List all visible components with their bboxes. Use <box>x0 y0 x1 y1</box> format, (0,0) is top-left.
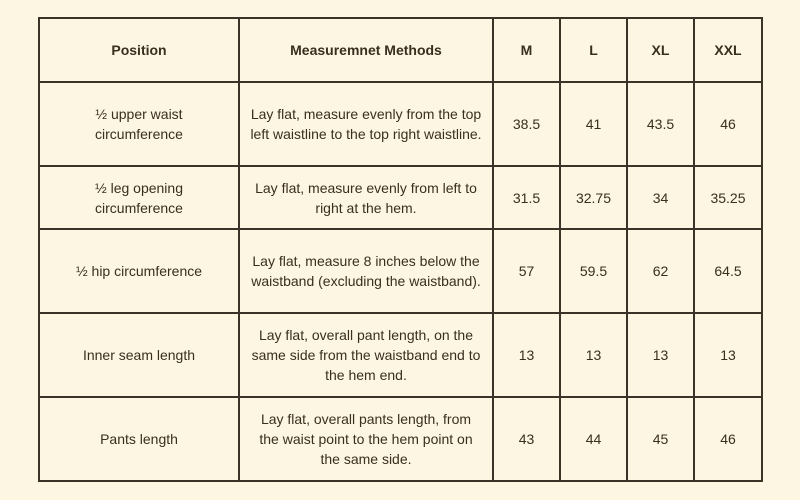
value-cell-xxl: 64.5 <box>694 229 762 313</box>
value-cell-xl: 13 <box>627 313 694 397</box>
position-cell: Pants length <box>39 397 239 481</box>
header-size-m: M <box>493 18 560 82</box>
header-method: Measuremnet Methods <box>239 18 493 82</box>
method-cell: Lay flat, measure evenly from left to right at the hem. <box>239 166 493 230</box>
value-cell-m: 31.5 <box>493 166 560 230</box>
value-cell-xl: 34 <box>627 166 694 230</box>
value-cell-m: 38.5 <box>493 82 560 166</box>
value-cell-xxl: 46 <box>694 397 762 481</box>
value-cell-l: 44 <box>560 397 627 481</box>
header-size-l: L <box>560 18 627 82</box>
method-cell: Lay flat, measure 8 inches below the waistband (excluding the waistband). <box>239 229 493 313</box>
value-cell-l: 41 <box>560 82 627 166</box>
table-row <box>39 397 762 481</box>
position-cell: Inner seam length <box>39 313 239 397</box>
table-row <box>39 166 762 230</box>
value-cell-xl: 45 <box>627 397 694 481</box>
position-cell: ½ leg opening circumference <box>39 166 239 230</box>
header-size-xl: XL <box>627 18 694 82</box>
value-cell-m: 13 <box>493 313 560 397</box>
value-cell-m: 43 <box>493 397 560 481</box>
header-position: Position <box>39 18 239 82</box>
value-cell-l: 32.75 <box>560 166 627 230</box>
table-row <box>39 313 762 397</box>
value-cell-xl: 62 <box>627 229 694 313</box>
position-cell: ½ hip circumference <box>39 229 239 313</box>
table-body <box>39 82 762 481</box>
table-header <box>39 18 762 82</box>
value-cell-xxl: 46 <box>694 82 762 166</box>
value-cell-m: 57 <box>493 229 560 313</box>
value-cell-xxl: 35.25 <box>694 166 762 230</box>
header-size-xxl: XXL <box>694 18 762 82</box>
value-cell-xl: 43.5 <box>627 82 694 166</box>
size-chart-table <box>38 17 763 482</box>
header-row <box>39 18 762 82</box>
position-cell: ½ upper waist circumference <box>39 82 239 166</box>
method-cell: Lay flat, overall pant length, on the same side from the waistband end to the hem end. <box>239 313 493 397</box>
method-cell: Lay flat, overall pants length, from the waist point to the hem point on the same side. <box>239 397 493 481</box>
table-row <box>39 229 762 313</box>
value-cell-l: 59.5 <box>560 229 627 313</box>
method-cell: Lay flat, measure evenly from the top left waistline to the top right waistline. <box>239 82 493 166</box>
value-cell-xxl: 13 <box>694 313 762 397</box>
value-cell-l: 13 <box>560 313 627 397</box>
table-row <box>39 82 762 166</box>
